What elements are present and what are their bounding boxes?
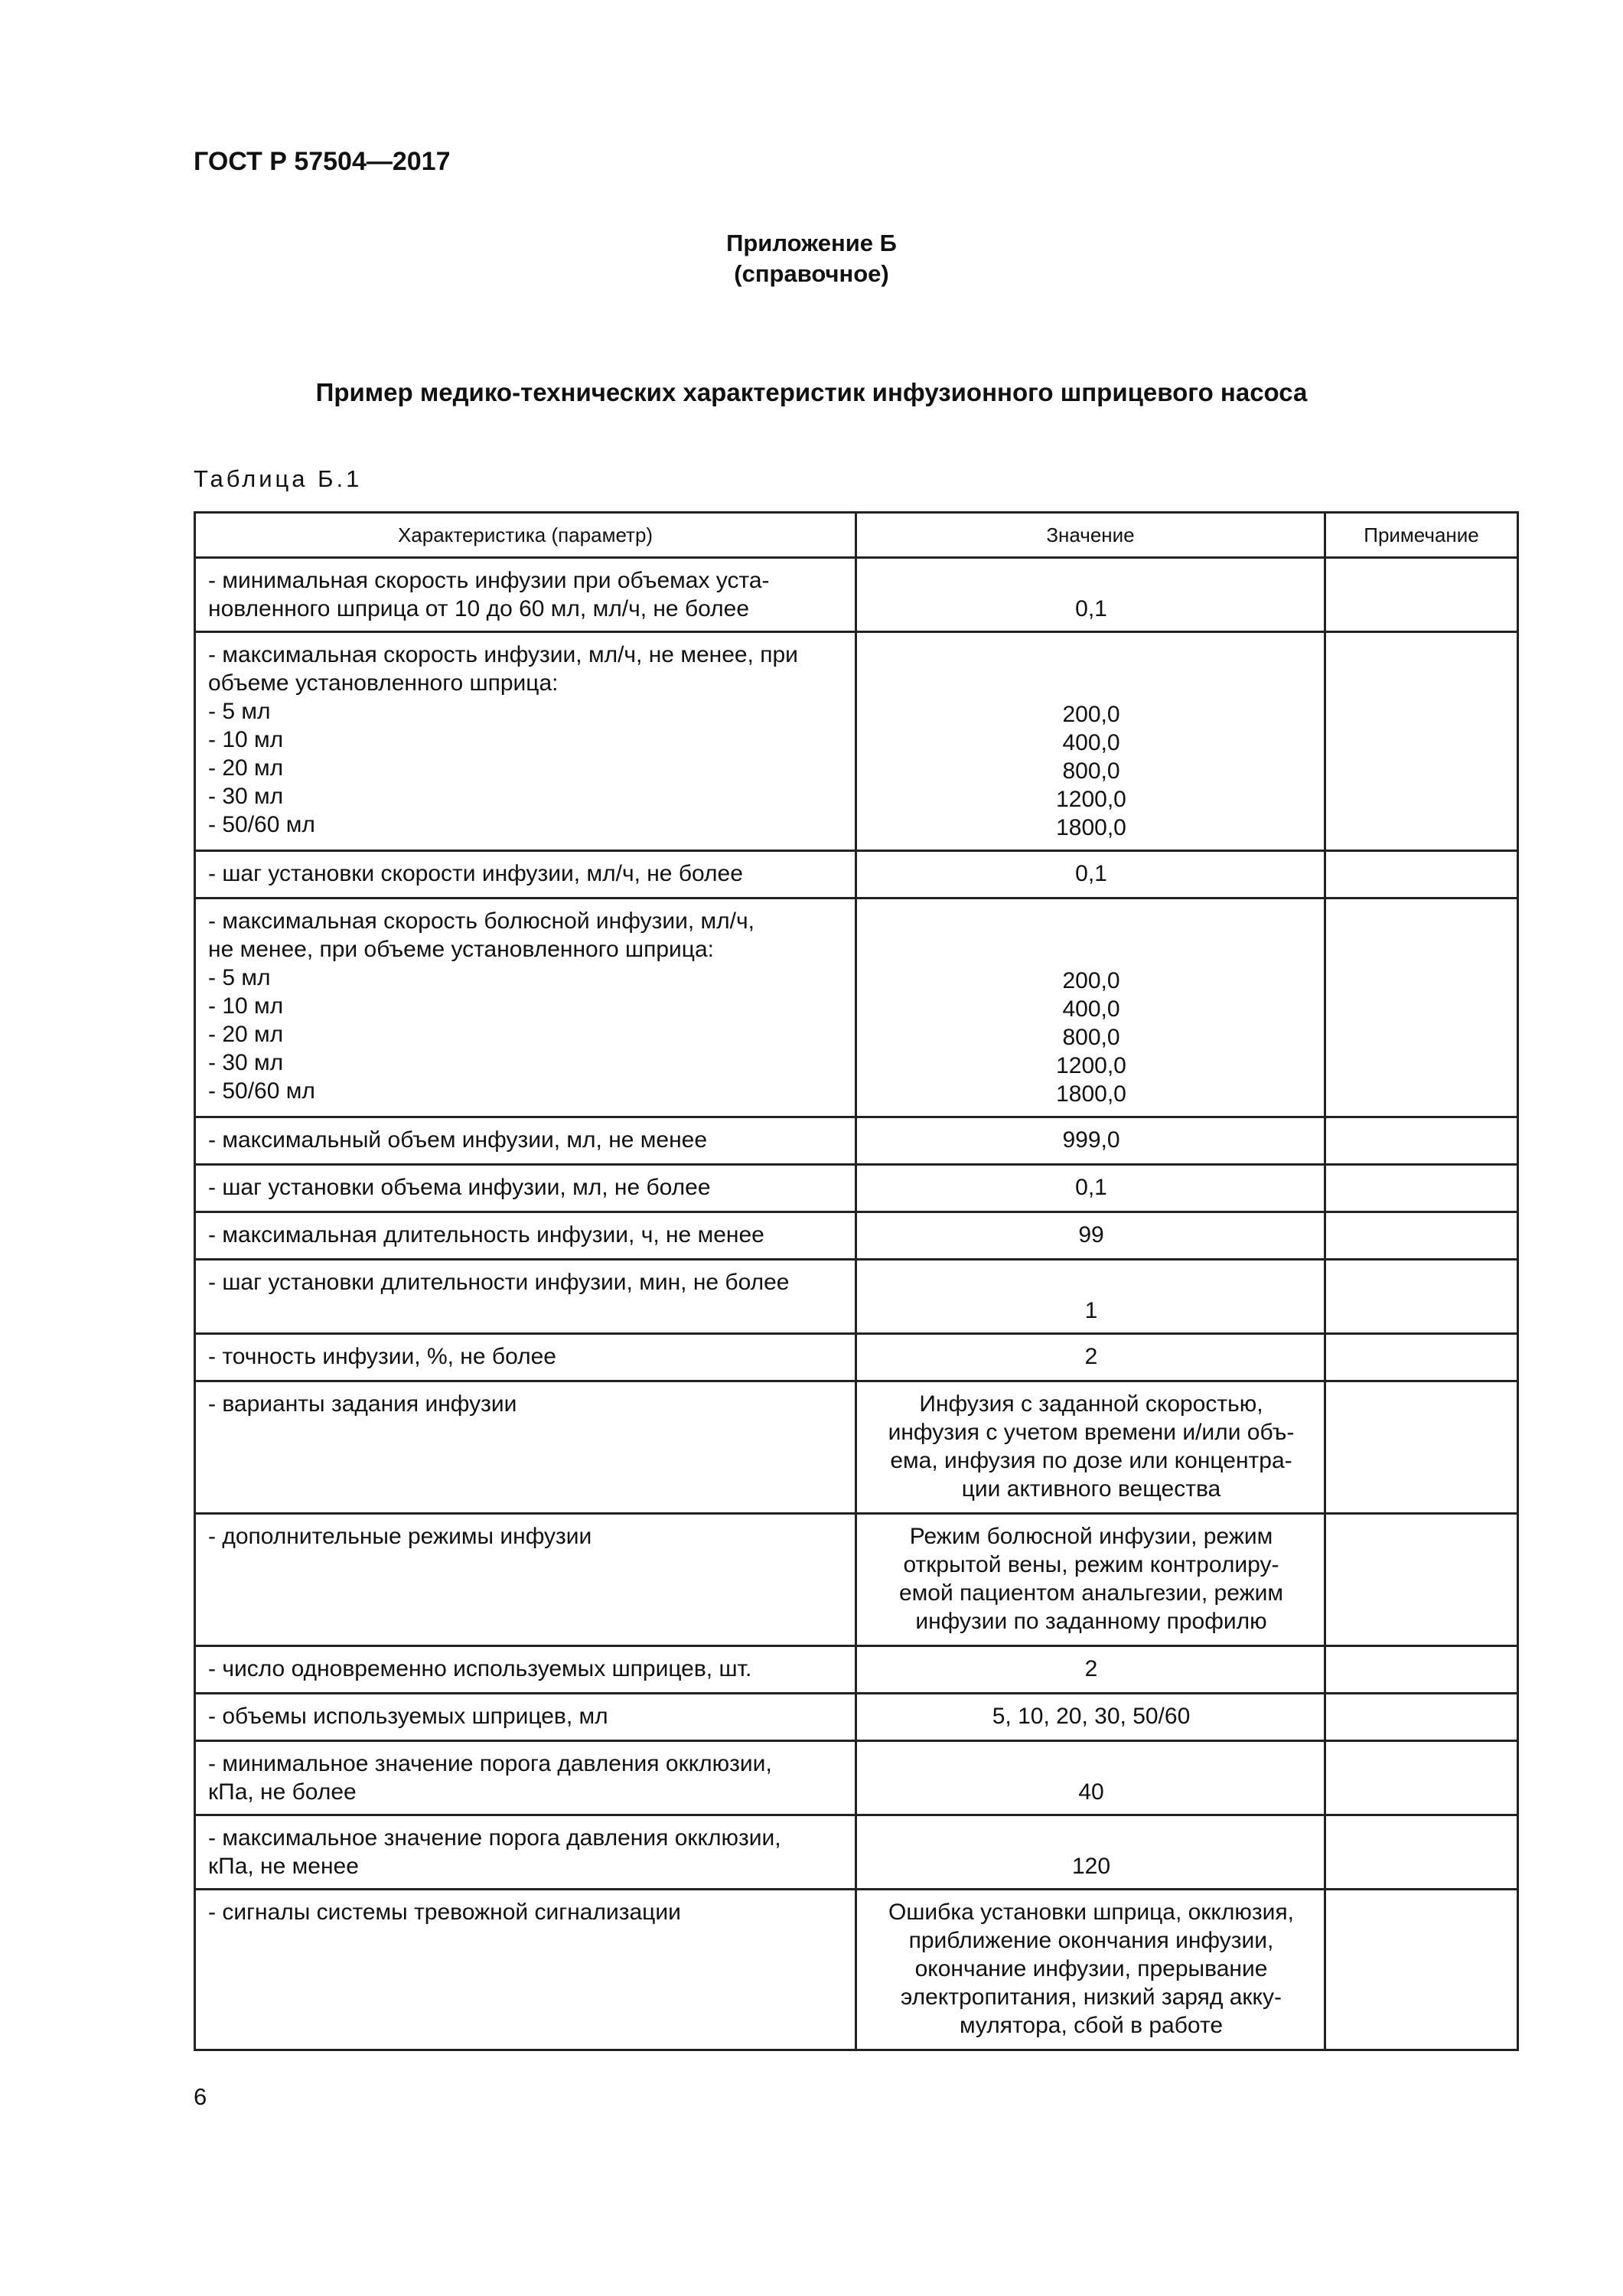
cell-note [1325, 1260, 1518, 1334]
cell-characteristic [195, 1381, 856, 1514]
document-id: ГОСТ Р 57504—2017 [194, 147, 451, 176]
table-row [195, 632, 1518, 851]
cell-characteristic [195, 1260, 856, 1334]
value-line: 999,0 [1062, 1127, 1120, 1153]
cell-value [856, 1890, 1325, 2050]
cell-note [1325, 1694, 1518, 1741]
table-row [195, 1514, 1518, 1646]
cell-value [856, 1117, 1325, 1165]
characteristic-line: - 30 мл [208, 1050, 284, 1075]
cell-value [856, 899, 1325, 1117]
value-line: 0,1 [1075, 596, 1107, 621]
value-line: 5, 10, 20, 30, 50/60 [992, 1704, 1191, 1729]
table-row [195, 1646, 1518, 1694]
value-line: Ошибка установки шприца, окклюзия, [888, 1900, 1294, 1925]
cell-value [856, 632, 1325, 851]
cell-characteristic [195, 1890, 856, 2050]
characteristic-line: - 50/60 мл [208, 1078, 315, 1104]
cell-value [856, 1212, 1325, 1260]
characteristic-line: - варианты задания инфузии [208, 1391, 517, 1417]
value-line: инфузия с учетом времени и/или объ- [888, 1420, 1295, 1445]
characteristic-line: - максимальная длительность инфузии, ч, не менее [208, 1222, 764, 1247]
characteristic-line: - 5 мл [208, 965, 271, 990]
characteristic-line: - максимальный объем инфузии, мл, не менее [208, 1127, 708, 1153]
characteristic-line [208, 1296, 844, 1325]
characteristic-line: - 20 мл [208, 755, 284, 781]
characteristic-line: не менее, при объеме установленного шприца: [208, 937, 714, 962]
value-line: 200,0 [1062, 968, 1120, 993]
characteristic-line: - максимальная скорость инфузии, мл/ч, не менее, при [208, 642, 798, 667]
header-characteristic: Характеристика (параметр) [195, 513, 856, 558]
value-line: 99 [1078, 1222, 1104, 1247]
cell-value [856, 1815, 1325, 1890]
value-line: 400,0 [1062, 996, 1120, 1022]
cell-characteristic [195, 1117, 856, 1165]
cell-characteristic [195, 899, 856, 1117]
table-row [195, 558, 1518, 632]
value-line: 0,1 [1075, 861, 1107, 886]
value-line: 200,0 [1062, 702, 1120, 727]
cell-note [1325, 1212, 1518, 1260]
table-row [195, 1212, 1518, 1260]
cell-value [856, 851, 1325, 899]
value-line: емой пациентом анальгезии, режим [898, 1580, 1284, 1606]
characteristic-line: - объемы используемых шприцев, мл [208, 1704, 608, 1729]
table-row [195, 1117, 1518, 1165]
value-line: открытой вены, режим контролиру- [903, 1552, 1279, 1577]
cell-characteristic [195, 851, 856, 899]
header-value: Значение [856, 513, 1325, 558]
cell-note [1325, 1646, 1518, 1694]
characteristic-line: - дополнительные режимы инфузии [208, 1524, 592, 1549]
cell-note [1325, 632, 1518, 851]
characteristic-line: новленного шприца от 10 до 60 мл, мл/ч, не более [208, 596, 750, 621]
characteristic-line: - минимальное значение порога давления окклюзии, [208, 1751, 772, 1776]
cell-characteristic [195, 1212, 856, 1260]
table-row [195, 1165, 1518, 1212]
cell-note [1325, 1117, 1518, 1165]
cell-value [856, 1381, 1325, 1514]
spec-table [194, 511, 1519, 2051]
value-line: 400,0 [1062, 730, 1120, 755]
value-line: ема, инфузия по дозе или концентра- [890, 1448, 1292, 1473]
cell-value [856, 1646, 1325, 1694]
value-line: 1 [1084, 1298, 1098, 1323]
characteristic-line: - 20 мл [208, 1022, 284, 1047]
value-line: электропитания, низкий заряд акку- [901, 1985, 1282, 2010]
table-caption: Таблица Б.1 [194, 465, 363, 492]
cell-characteristic [195, 1514, 856, 1646]
cell-characteristic [195, 558, 856, 632]
value-line: 2 [1084, 1344, 1098, 1369]
appendix-title: Приложение Б [726, 230, 897, 256]
characteristic-line: кПа, не более [208, 1779, 357, 1805]
cell-note [1325, 1381, 1518, 1514]
characteristic-line: - 10 мл [208, 993, 284, 1019]
characteristic-line: - 30 мл [208, 784, 284, 809]
characteristic-line: - сигналы системы тревожной сигнализации [208, 1900, 681, 1925]
cell-characteristic [195, 632, 856, 851]
cell-characteristic [195, 1334, 856, 1381]
value-line: 2 [1084, 1656, 1098, 1681]
value-line: окончание инфузии, прерывание [914, 1956, 1268, 1981]
table-row [195, 899, 1518, 1117]
value-line: 800,0 [1062, 1025, 1120, 1050]
cell-value [856, 1260, 1325, 1334]
cell-value [856, 1694, 1325, 1741]
cell-value [856, 558, 1325, 632]
value-line: 0,1 [1075, 1175, 1107, 1200]
value-line: 120 [1071, 1854, 1111, 1879]
table-row [195, 1815, 1518, 1890]
characteristic-line: - максимальная скорость болюсной инфузии, мл/ч, [208, 908, 754, 934]
characteristic-line: - число одновременно используемых шприцев, шт. [208, 1656, 752, 1681]
table-row [195, 851, 1518, 899]
characteristic-line: объеме установленного шприца: [208, 670, 559, 696]
table-row [195, 1260, 1518, 1334]
value-line: Режим болюсной инфузии, режим [909, 1524, 1273, 1549]
table-row [195, 1890, 1518, 2050]
page-number: 6 [194, 2083, 207, 2110]
header-note: Примечание [1325, 513, 1518, 558]
table-body [195, 558, 1518, 2050]
cell-characteristic [195, 1815, 856, 1890]
characteristic-line: - 10 мл [208, 727, 284, 752]
value-line: 800,0 [1062, 758, 1120, 784]
characteristic-line: кПа, не менее [208, 1854, 359, 1879]
cell-note [1325, 851, 1518, 899]
cell-note [1325, 899, 1518, 1117]
cell-note [1325, 1741, 1518, 1815]
value-line: 1800,0 [1056, 815, 1126, 840]
value-line: 1800,0 [1056, 1081, 1126, 1107]
value-line: 40 [1078, 1779, 1104, 1805]
value-line: 1200,0 [1056, 1053, 1126, 1078]
characteristic-line: - шаг установки длительности инфузии, мин, не более [208, 1270, 790, 1295]
cell-characteristic [195, 1741, 856, 1815]
cell-note [1325, 558, 1518, 632]
cell-note [1325, 1815, 1518, 1890]
characteristic-line: - точность инфузии, %, не более [208, 1344, 556, 1369]
table-row [195, 1741, 1518, 1815]
value-line: приближение окончания инфузии, [908, 1928, 1274, 1953]
cell-note [1325, 1890, 1518, 2050]
table-header-row [195, 513, 1518, 558]
value-line: инфузии по заданному профилю [915, 1609, 1267, 1634]
cell-value [856, 1514, 1325, 1646]
characteristic-line: - 5 мл [208, 699, 271, 724]
table-row [195, 1381, 1518, 1514]
cell-value [856, 1165, 1325, 1212]
value-line: ции активного вещества [961, 1476, 1221, 1502]
cell-characteristic [195, 1646, 856, 1694]
cell-value [856, 1334, 1325, 1381]
cell-value [856, 1741, 1325, 1815]
table-row [195, 1334, 1518, 1381]
cell-note [1325, 1334, 1518, 1381]
value-line: 1200,0 [1056, 787, 1126, 812]
appendix-type: (справочное) [734, 260, 889, 287]
page-title: Пример медико-технических характеристик инфузионного шприцевого насоса [315, 378, 1308, 406]
table-row [195, 1694, 1518, 1741]
characteristic-line: - 50/60 мл [208, 812, 315, 837]
cell-characteristic [195, 1694, 856, 1741]
characteristic-line: - шаг установки скорости инфузии, мл/ч, не более [208, 861, 743, 886]
cell-note [1325, 1514, 1518, 1646]
cell-note [1325, 1165, 1518, 1212]
value-line: Инфузия с заданной скоростью, [919, 1391, 1263, 1417]
value-line: мулятора, сбой в работе [959, 2013, 1224, 2038]
cell-characteristic [195, 1165, 856, 1212]
characteristic-line: - максимальное значение порога давления окклюзии, [208, 1825, 781, 1851]
characteristic-line: - минимальная скорость инфузии при объемах уста- [208, 568, 770, 593]
characteristic-line: - шаг установки объема инфузии, мл, не более [208, 1175, 711, 1200]
